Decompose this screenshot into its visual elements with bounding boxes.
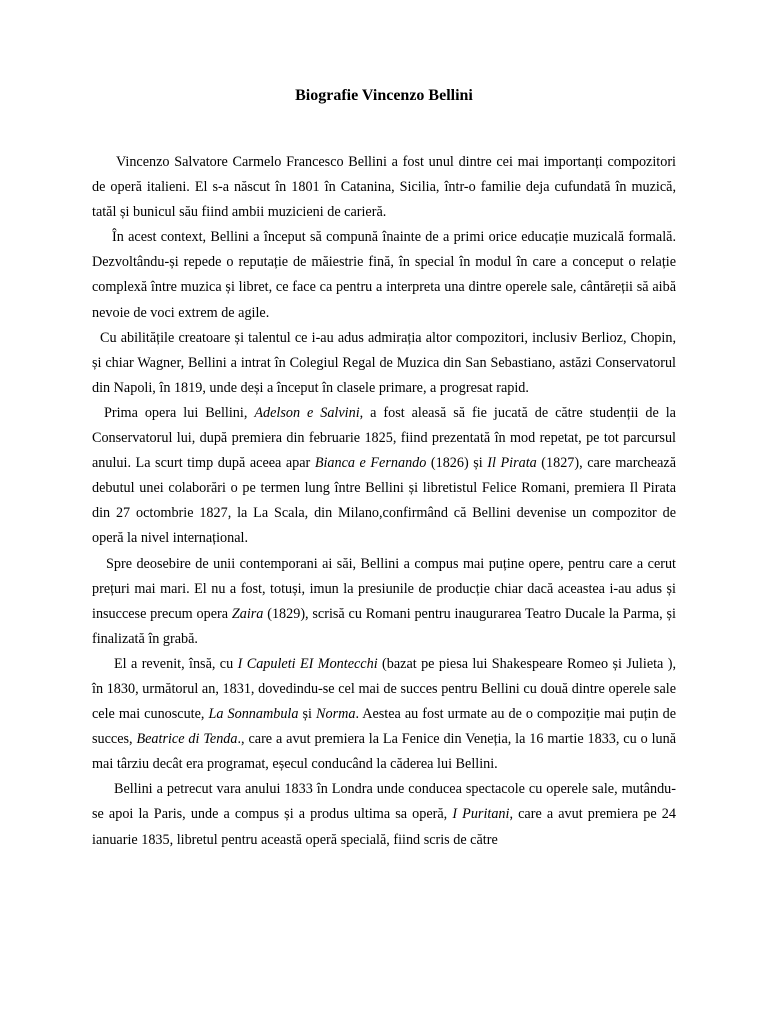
paragraph-6-text-5: ., care a avut premiera la La Fenice din Veneția, la 16 martie 1833, cu o lună mai târziu decât era programat, eșecul conducând la căderea lui Bellini.	[92, 731, 676, 773]
opera-title-il-pirata: Il Pirata	[487, 455, 537, 472]
paragraph-7	[92, 777, 676, 852]
paragraph-4-text-3: (1826) și	[426, 455, 488, 472]
opera-title-beatrice-di-tenda: Beatrice di Tenda	[136, 731, 238, 748]
opera-title-bianca-e-fernando: Bianca e Fernando	[314, 455, 427, 472]
paragraph-7-text-2: , care a avut premiera pe 24 ianuarie 1835, libretul pentru această operă specială, fiind scris de către	[92, 806, 676, 848]
paragraph-6-text-1: El a revenit, însă, cu	[114, 655, 238, 672]
paragraph-3: Cu abilitățile creatoare și talentul ce i-au adus admirația altor compozitori, inclusiv Berlioz, Chopin, și chiar Wagner, Bellini a intrat în Colegiul Regal de Muzica din San Sebastiano, astăzi Conservatorul din Napoli, în 1819, unde deși a început în clasele primare, a progresat rapid.	[92, 329, 676, 396]
paragraph-4	[92, 401, 676, 552]
paragraph-1: Vincenzo Salvatore Carmelo Francesco Bellini a fost unul dintre cei mai importanți compozitori de operă italieni. El s-a născut în 1801 în Catanina, Sicilia, într-o familie deja cufundată în muzică, tatăl și bunicul său fiind ambii muzicieni de carieră.	[92, 154, 676, 221]
opera-title-zaira: Zaira	[231, 605, 264, 622]
paragraph-7-text-1: Bellini a petrecut vara anului 1833 în Londra unde conducea spectacole cu operele sale, mutându-se apoi la Paris, unde a compus și a produs ultima sa operă,	[92, 781, 676, 823]
paragraph-5	[92, 552, 676, 652]
document-body	[92, 150, 676, 853]
paragraph-6-text-2: (bazat pe piesa lui Shakespeare Romeo și Julieta ), în 1830, următorul an, 1831, dovedindu-se cel mai de succes pentru Bellini cu două dintre operele sale cele mai cunoscute,	[92, 655, 677, 723]
paragraph-4-text-1: Prima opera lui Bellini,	[104, 404, 255, 421]
opera-title-norma: Norma	[316, 706, 356, 723]
paragraph-6-text-4: . Aestea au fost urmate au de o compoziție mai puțin de succes,	[92, 706, 677, 748]
paragraph-4-text-4: (1827), care marchează debutul unei colaborări o pe termen lung între Bellini și libretistul Felice Romani, premiera Il Pirata din 27 octombrie 1827, la La Scala, din Milano,confirmând că Bellini devenise un compozitor de operă la nivel internațional.	[92, 455, 676, 547]
opera-title-i-capuleti: I Capuleti EI Montecchi	[237, 655, 378, 672]
paragraph-6-text-3: și	[298, 706, 317, 723]
document-title: Biografie Vincenzo Bellini	[295, 87, 473, 104]
opera-title-la-sonnambula: La Sonnambula	[208, 706, 299, 723]
paragraph-5-text-2: (1829), scrisă cu Romani pentru inaugurarea Teatro Ducale la Parma, și finalizată în grabă.	[92, 605, 676, 647]
opera-title-adelson-e-salvini: Adelson e Salvini	[254, 404, 360, 421]
opera-title-i-puritani: I Puritani	[452, 806, 510, 823]
paragraph-4-text-2: , a fost aleasă să fie jucată de către studenții de la Conservatorul lui, după premiera din februarie 1825, fiind prezentată în mod repetat, pe tot parcursul anului. La scurt timp după aceea apar	[92, 404, 676, 472]
paragraph-2: În acest context, Bellini a început să compună înainte de a primi orice educație muzicală formală. Dezvoltându-și repede o reputație de măiestrie fină, în special în modul în care a conceput o relație complexă între muzica și libret, ce face ca pentru a interpreta una dintre operele sale, cântăreții să aibă nevoie de voci extrem de agile.	[92, 229, 676, 321]
paragraph-6	[92, 652, 676, 777]
paragraph-5-text-1: Spre deosebire de unii contemporani ai săi, Bellini a compus mai puține opere, pentru care a cerut prețuri mai mari. El nu a fost, totuși, imun la presiunile de producție chiar dacă aceastea i-au adus și insuccese precum opera	[92, 555, 676, 622]
